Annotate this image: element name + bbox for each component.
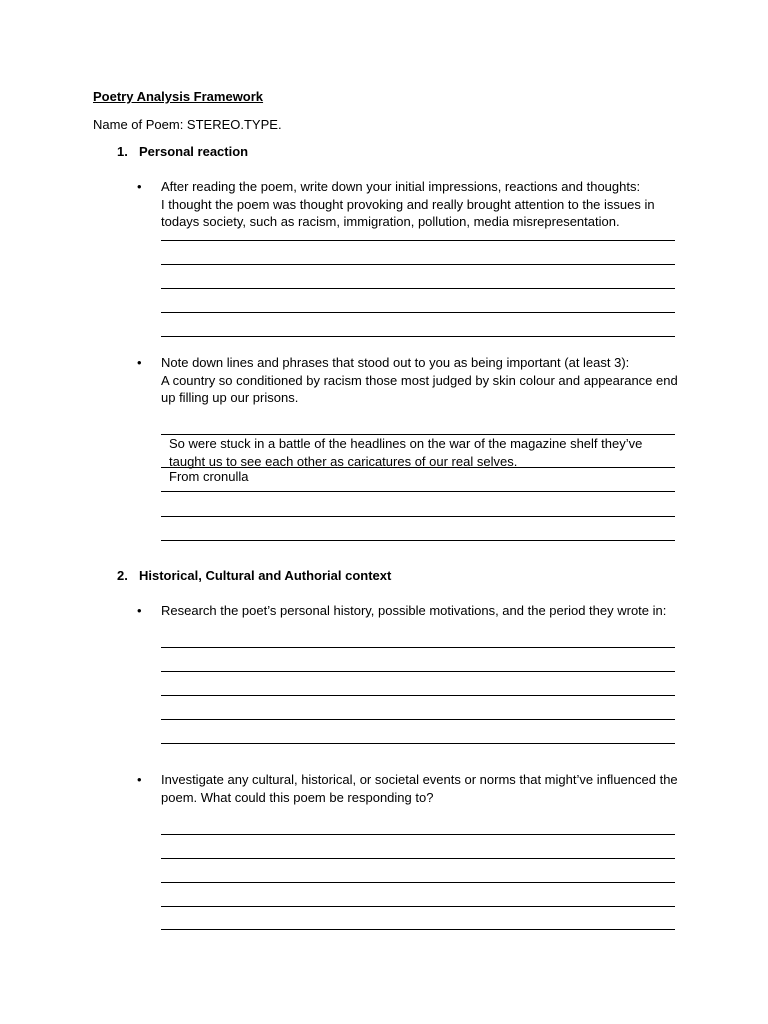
prompt-important-lines bbox=[161, 354, 681, 407]
section-number: 2. bbox=[117, 568, 128, 583]
answer-text: I thought the poem was thought provoking and really brought attention to the issues in todays society, such as racism, immigration, pollution, media misrepresentation. bbox=[161, 196, 655, 229]
section-heading-text: Personal reaction bbox=[139, 144, 249, 159]
lined-answer: From cronulla bbox=[169, 469, 249, 484]
answer-rule-line bbox=[161, 882, 675, 883]
lined-answer: So were stuck in a battle of the headlines on the war of the magazine shelf they’ve taught us to see each other as caricatures of our real selves. bbox=[169, 436, 643, 469]
answer-text: A country so conditioned by racism those most judged by skin colour and appearance end up filling up our prisons. bbox=[161, 372, 678, 405]
section-heading-text: Historical, Cultural and Authorial context bbox=[139, 568, 392, 583]
section-number: 1. bbox=[117, 144, 128, 159]
answer-rule-line bbox=[161, 240, 675, 241]
answer-rule-line bbox=[161, 858, 675, 859]
bullet-icon: • bbox=[137, 603, 142, 618]
answer-rule-line bbox=[161, 336, 675, 337]
answer-rule-line bbox=[161, 834, 675, 835]
answer-rule-line bbox=[161, 540, 675, 541]
answer-rule-line bbox=[161, 743, 675, 744]
answer-rule-line bbox=[161, 647, 675, 648]
answer-rule-line bbox=[161, 288, 675, 289]
section-heading-context bbox=[117, 567, 391, 585]
bullet-icon: • bbox=[137, 772, 142, 787]
poem-name-line: Name of Poem: STEREO.TYPE. bbox=[93, 117, 282, 132]
section-heading-personal-reaction bbox=[117, 143, 248, 161]
document-title: Poetry Analysis Framework bbox=[93, 89, 264, 104]
prompt-text: Note down lines and phrases that stood out to you as being important (at least 3): bbox=[161, 355, 630, 370]
answer-rule-line bbox=[161, 671, 675, 672]
answer-rule-line bbox=[161, 906, 675, 907]
answer-rule-line bbox=[161, 695, 675, 696]
bullet-icon: • bbox=[137, 179, 142, 194]
answer-rule-line bbox=[161, 719, 675, 720]
prompt-initial-impressions bbox=[161, 178, 681, 231]
answer-rule-line bbox=[161, 264, 675, 265]
bullet-icon: • bbox=[137, 355, 142, 370]
answer-rule-line bbox=[161, 516, 675, 517]
answer-rule-line bbox=[161, 929, 675, 930]
answer-rule-line bbox=[161, 312, 675, 313]
prompt-text: After reading the poem, write down your initial impressions, reactions and thoughts: bbox=[161, 179, 641, 194]
prompt-poet-history: Research the poet’s personal history, possible motivations, and the period they wrote in: bbox=[161, 603, 667, 618]
answer-rule-line bbox=[161, 491, 675, 492]
prompt-cultural-events: Investigate any cultural, historical, or societal events or norms that might’ve influenced the poem. What could this poem be responding to? bbox=[161, 772, 678, 805]
